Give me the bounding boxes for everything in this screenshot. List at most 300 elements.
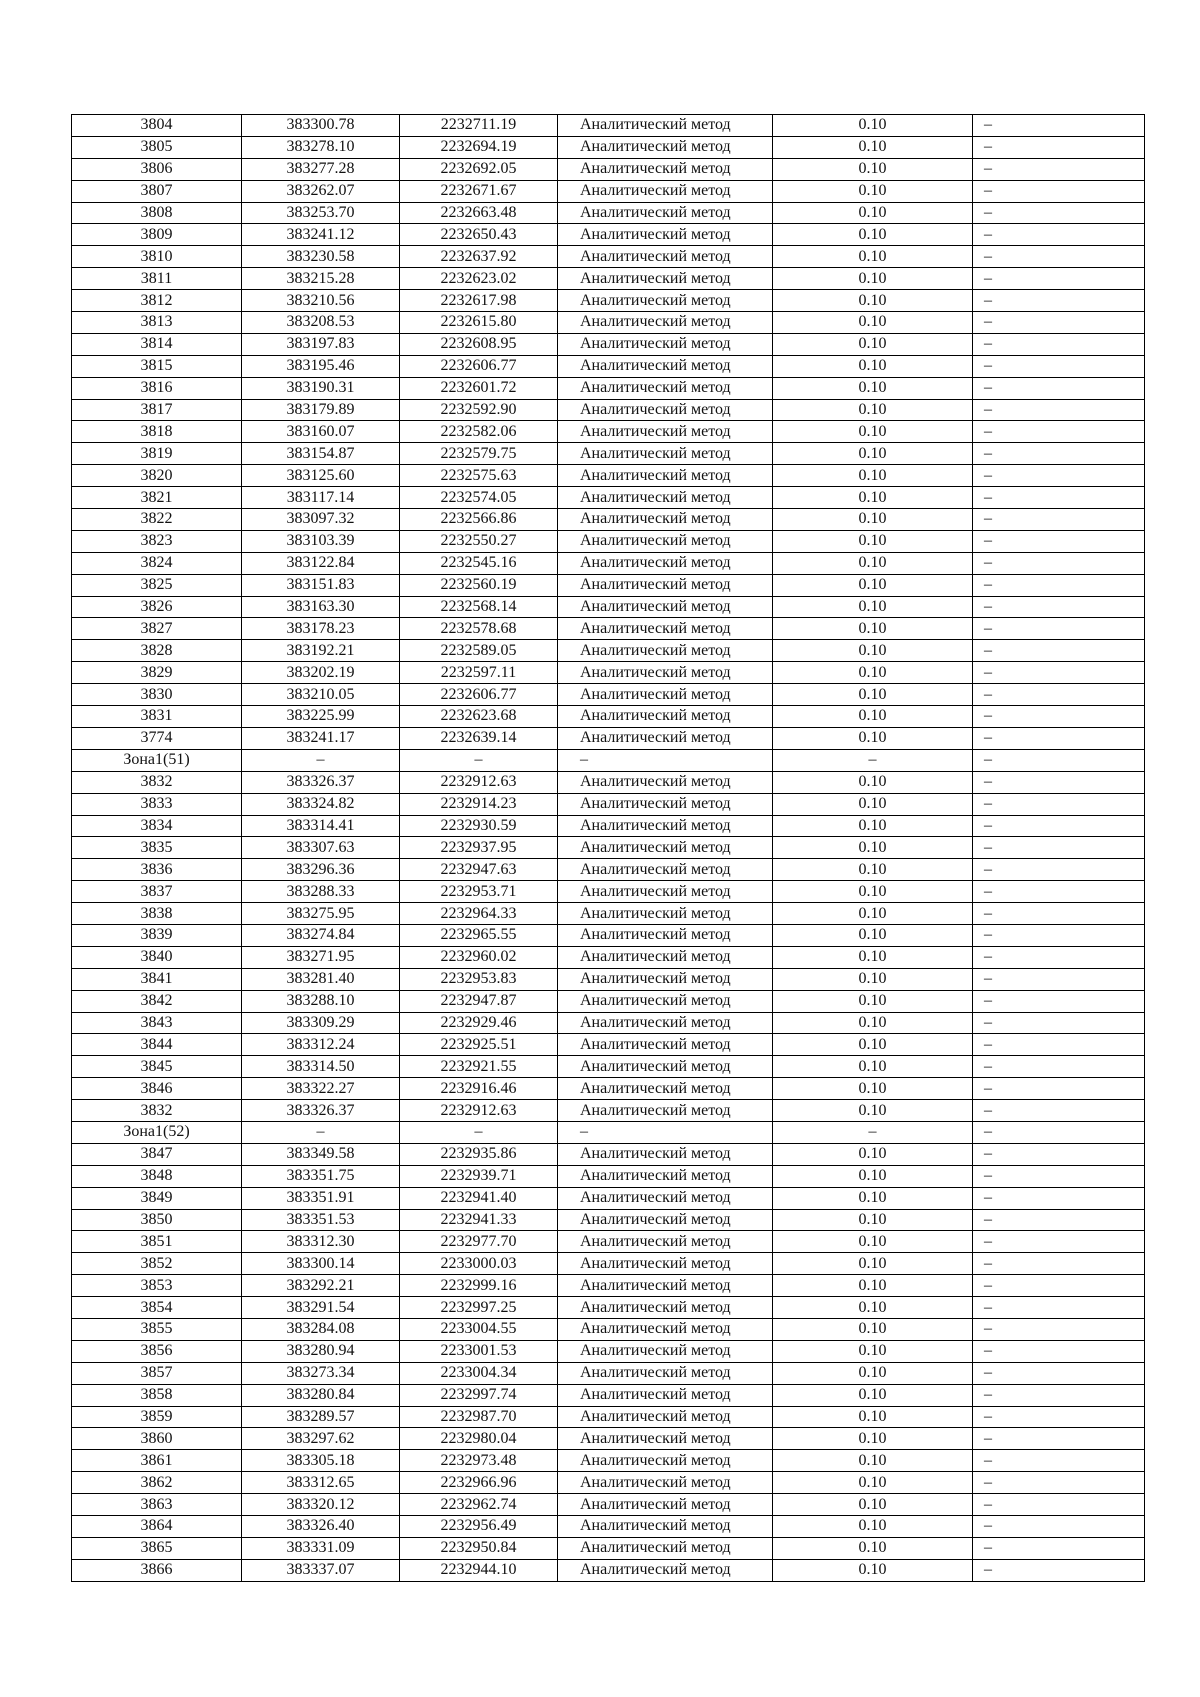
accuracy-cell: 0.10 (773, 946, 973, 968)
note-cell: – (973, 1362, 1145, 1384)
note-cell: – (973, 727, 1145, 749)
x-coordinate-cell: 383097.32 (242, 509, 400, 531)
x-coordinate-cell: 383288.10 (242, 990, 400, 1012)
table-row (72, 552, 1145, 574)
x-coordinate-cell: 383314.50 (242, 1056, 400, 1078)
note-cell: – (973, 1384, 1145, 1406)
x-coordinate-cell: 383190.31 (242, 377, 400, 399)
point-number-cell: 3834 (72, 815, 242, 837)
table-row (72, 158, 1145, 180)
accuracy-cell: 0.10 (773, 1034, 973, 1056)
y-coordinate-cell: 2232930.59 (400, 815, 558, 837)
x-coordinate-cell: 383296.36 (242, 859, 400, 881)
method-cell: Аналитический метод (558, 377, 773, 399)
method-cell: Аналитический метод (558, 1318, 773, 1340)
y-coordinate-cell: 2232545.16 (400, 552, 558, 574)
y-coordinate-cell: 2232980.04 (400, 1428, 558, 1450)
table-row (72, 727, 1145, 749)
x-coordinate-cell: – (242, 749, 400, 771)
table-row (72, 990, 1145, 1012)
accuracy-cell: 0.10 (773, 1516, 973, 1538)
x-coordinate-cell: 383322.27 (242, 1078, 400, 1100)
table-row (72, 968, 1145, 990)
point-number-cell: 3852 (72, 1253, 242, 1275)
note-cell: – (973, 793, 1145, 815)
method-cell: Аналитический метод (558, 443, 773, 465)
note-cell: – (973, 158, 1145, 180)
method-cell: Аналитический метод (558, 1450, 773, 1472)
method-cell: – (558, 749, 773, 771)
point-number-cell: 3774 (72, 727, 242, 749)
accuracy-cell: 0.10 (773, 640, 973, 662)
point-number-cell: 3841 (72, 968, 242, 990)
point-number-cell: 3806 (72, 158, 242, 180)
method-cell: Аналитический метод (558, 1034, 773, 1056)
table-row (72, 574, 1145, 596)
method-cell: Аналитический метод (558, 1143, 773, 1165)
table-row (72, 268, 1145, 290)
accuracy-cell: 0.10 (773, 268, 973, 290)
accuracy-cell: 0.10 (773, 1275, 973, 1297)
note-cell: – (973, 771, 1145, 793)
accuracy-cell: 0.10 (773, 1472, 973, 1494)
x-coordinate-cell: 383275.95 (242, 903, 400, 925)
x-coordinate-cell: 383230.58 (242, 246, 400, 268)
accuracy-cell: 0.10 (773, 1384, 973, 1406)
accuracy-cell: 0.10 (773, 312, 973, 334)
x-coordinate-cell: 383326.37 (242, 771, 400, 793)
x-coordinate-cell: 383326.40 (242, 1516, 400, 1538)
note-cell: – (973, 1143, 1145, 1165)
point-number-cell: 3815 (72, 355, 242, 377)
method-cell: Аналитический метод (558, 202, 773, 224)
y-coordinate-cell: 2232671.67 (400, 180, 558, 202)
table-row (72, 618, 1145, 640)
point-number-cell: 3830 (72, 684, 242, 706)
x-coordinate-cell: 383122.84 (242, 552, 400, 574)
coordinates-table-body (72, 115, 1145, 1582)
accuracy-cell: 0.10 (773, 1559, 973, 1581)
method-cell: Аналитический метод (558, 399, 773, 421)
method-cell: Аналитический метод (558, 180, 773, 202)
x-coordinate-cell: 383197.83 (242, 333, 400, 355)
note-cell: – (973, 1231, 1145, 1253)
table-row (72, 1428, 1145, 1450)
note-cell: – (973, 1559, 1145, 1581)
accuracy-cell: 0.10 (773, 1209, 973, 1231)
point-number-cell: 3821 (72, 487, 242, 509)
x-coordinate-cell: 383202.19 (242, 662, 400, 684)
point-number-cell: 3826 (72, 596, 242, 618)
table-row (72, 1559, 1145, 1581)
x-coordinate-cell: 383289.57 (242, 1406, 400, 1428)
point-number-cell: 3842 (72, 990, 242, 1012)
y-coordinate-cell: 2232575.63 (400, 465, 558, 487)
y-coordinate-cell: 2232601.72 (400, 377, 558, 399)
method-cell: Аналитический метод (558, 1078, 773, 1100)
y-coordinate-cell: 2232578.68 (400, 618, 558, 640)
accuracy-cell: 0.10 (773, 180, 973, 202)
note-cell: – (973, 946, 1145, 968)
x-coordinate-cell: 383307.63 (242, 837, 400, 859)
note-cell: – (973, 377, 1145, 399)
point-number-cell: 3856 (72, 1340, 242, 1362)
x-coordinate-cell: 383309.29 (242, 1012, 400, 1034)
accuracy-cell: – (773, 1121, 973, 1143)
table-row (72, 749, 1145, 771)
point-number-cell: 3827 (72, 618, 242, 640)
method-cell: Аналитический метод (558, 487, 773, 509)
point-number-cell: 3816 (72, 377, 242, 399)
point-number-cell: 3824 (72, 552, 242, 574)
coordinates-table (71, 114, 1145, 1582)
method-cell: Аналитический метод (558, 793, 773, 815)
point-number-cell: 3810 (72, 246, 242, 268)
y-coordinate-cell: 2232589.05 (400, 640, 558, 662)
method-cell: Аналитический метод (558, 290, 773, 312)
point-number-cell: 3804 (72, 115, 242, 137)
note-cell: – (973, 465, 1145, 487)
method-cell: Аналитический метод (558, 968, 773, 990)
note-cell: – (973, 312, 1145, 334)
method-cell: Аналитический метод (558, 246, 773, 268)
note-cell: – (973, 1297, 1145, 1319)
accuracy-cell: 0.10 (773, 968, 973, 990)
table-row (72, 355, 1145, 377)
table-row (72, 859, 1145, 881)
accuracy-cell: 0.10 (773, 706, 973, 728)
point-number-cell: 3820 (72, 465, 242, 487)
note-cell: – (973, 487, 1145, 509)
table-row (72, 180, 1145, 202)
x-coordinate-cell: 383312.65 (242, 1472, 400, 1494)
method-cell: Аналитический метод (558, 1275, 773, 1297)
accuracy-cell: 0.10 (773, 421, 973, 443)
table-row (72, 465, 1145, 487)
y-coordinate-cell: 2232550.27 (400, 530, 558, 552)
x-coordinate-cell: 383337.07 (242, 1559, 400, 1581)
x-coordinate-cell: 383125.60 (242, 465, 400, 487)
note-cell: – (973, 530, 1145, 552)
note-cell: – (973, 399, 1145, 421)
method-cell: Аналитический метод (558, 771, 773, 793)
y-coordinate-cell: 2232663.48 (400, 202, 558, 224)
note-cell: – (973, 421, 1145, 443)
y-coordinate-cell: 2232925.51 (400, 1034, 558, 1056)
table-row (72, 487, 1145, 509)
table-row (72, 421, 1145, 443)
note-cell: – (973, 684, 1145, 706)
accuracy-cell: 0.10 (773, 1187, 973, 1209)
method-cell: Аналитический метод (558, 115, 773, 137)
y-coordinate-cell: 2233001.53 (400, 1340, 558, 1362)
note-cell: – (973, 968, 1145, 990)
y-coordinate-cell: 2232997.74 (400, 1384, 558, 1406)
x-coordinate-cell: 383312.30 (242, 1231, 400, 1253)
y-coordinate-cell: 2232964.33 (400, 903, 558, 925)
note-cell: – (973, 246, 1145, 268)
accuracy-cell: 0.10 (773, 290, 973, 312)
x-coordinate-cell: 383312.24 (242, 1034, 400, 1056)
method-cell: Аналитический метод (558, 1406, 773, 1428)
method-cell: Аналитический метод (558, 596, 773, 618)
table-row (72, 312, 1145, 334)
point-number-cell: 3807 (72, 180, 242, 202)
table-row (72, 640, 1145, 662)
method-cell: Аналитический метод (558, 552, 773, 574)
y-coordinate-cell: 2232606.77 (400, 355, 558, 377)
method-cell: – (558, 1121, 773, 1143)
point-number-cell: 3809 (72, 224, 242, 246)
note-cell: – (973, 1100, 1145, 1122)
point-number-cell: 3854 (72, 1297, 242, 1319)
x-coordinate-cell: 383351.75 (242, 1165, 400, 1187)
point-number-cell: 3858 (72, 1384, 242, 1406)
accuracy-cell: 0.10 (773, 443, 973, 465)
table-row (72, 1253, 1145, 1275)
y-coordinate-cell: 2233000.03 (400, 1253, 558, 1275)
point-number-cell: 3863 (72, 1494, 242, 1516)
x-coordinate-cell: 383154.87 (242, 443, 400, 465)
note-cell: – (973, 662, 1145, 684)
note-cell: – (973, 1516, 1145, 1538)
method-cell: Аналитический метод (558, 1362, 773, 1384)
point-number-cell: 3862 (72, 1472, 242, 1494)
x-coordinate-cell: 383195.46 (242, 355, 400, 377)
note-cell: – (973, 837, 1145, 859)
y-coordinate-cell: 2232960.02 (400, 946, 558, 968)
x-coordinate-cell: 383331.09 (242, 1537, 400, 1559)
method-cell: Аналитический метод (558, 333, 773, 355)
note-cell: – (973, 552, 1145, 574)
point-number-cell: 3855 (72, 1318, 242, 1340)
y-coordinate-cell: 2232965.55 (400, 924, 558, 946)
x-coordinate-cell: 383278.10 (242, 136, 400, 158)
point-number-cell: 3811 (72, 268, 242, 290)
table-row (72, 1362, 1145, 1384)
accuracy-cell: 0.10 (773, 1318, 973, 1340)
table-row (72, 881, 1145, 903)
accuracy-cell: 0.10 (773, 574, 973, 596)
point-number-cell: 3808 (72, 202, 242, 224)
accuracy-cell: 0.10 (773, 509, 973, 531)
note-cell: – (973, 1406, 1145, 1428)
y-coordinate-cell: – (400, 749, 558, 771)
table-row (72, 706, 1145, 728)
method-cell: Аналитический метод (558, 990, 773, 1012)
note-cell: – (973, 290, 1145, 312)
point-number-cell: 3829 (72, 662, 242, 684)
y-coordinate-cell: 2232574.05 (400, 487, 558, 509)
point-number-cell: 3825 (72, 574, 242, 596)
y-coordinate-cell: 2232947.63 (400, 859, 558, 881)
y-coordinate-cell: 2232999.16 (400, 1275, 558, 1297)
y-coordinate-cell: 2232953.71 (400, 881, 558, 903)
table-row (72, 837, 1145, 859)
y-coordinate-cell: 2232956.49 (400, 1516, 558, 1538)
accuracy-cell: 0.10 (773, 1165, 973, 1187)
table-row (72, 815, 1145, 837)
table-row (72, 596, 1145, 618)
y-coordinate-cell: 2232606.77 (400, 684, 558, 706)
accuracy-cell: 0.10 (773, 552, 973, 574)
y-coordinate-cell: 2232929.46 (400, 1012, 558, 1034)
y-coordinate-cell: 2232692.05 (400, 158, 558, 180)
y-coordinate-cell: 2232608.95 (400, 333, 558, 355)
x-coordinate-cell: 383117.14 (242, 487, 400, 509)
point-number-cell: 3865 (72, 1537, 242, 1559)
point-number-cell: 3837 (72, 881, 242, 903)
method-cell: Аналитический метод (558, 312, 773, 334)
method-cell: Аналитический метод (558, 859, 773, 881)
x-coordinate-cell: 383273.34 (242, 1362, 400, 1384)
accuracy-cell: 0.10 (773, 487, 973, 509)
point-number-cell: 3836 (72, 859, 242, 881)
y-coordinate-cell: 2232637.92 (400, 246, 558, 268)
y-coordinate-cell: 2232916.46 (400, 1078, 558, 1100)
note-cell: – (973, 640, 1145, 662)
table-row (72, 946, 1145, 968)
method-cell: Аналитический метод (558, 1100, 773, 1122)
method-cell: Аналитический метод (558, 662, 773, 684)
method-cell: Аналитический метод (558, 421, 773, 443)
table-row (72, 509, 1145, 531)
y-coordinate-cell: 2232941.33 (400, 1209, 558, 1231)
x-coordinate-cell: 383210.05 (242, 684, 400, 706)
note-cell: – (973, 115, 1145, 137)
accuracy-cell: 0.10 (773, 1428, 973, 1450)
accuracy-cell: 0.10 (773, 158, 973, 180)
x-coordinate-cell: 383314.41 (242, 815, 400, 837)
note-cell: – (973, 903, 1145, 925)
point-number-cell: 3805 (72, 136, 242, 158)
table-row (72, 684, 1145, 706)
method-cell: Аналитический метод (558, 1428, 773, 1450)
table-row (72, 1034, 1145, 1056)
note-cell: – (973, 1012, 1145, 1034)
y-coordinate-cell: – (400, 1121, 558, 1143)
method-cell: Аналитический метод (558, 1384, 773, 1406)
y-coordinate-cell: 2232597.11 (400, 662, 558, 684)
x-coordinate-cell: 383192.21 (242, 640, 400, 662)
point-number-cell: 3861 (72, 1450, 242, 1472)
note-cell: – (973, 509, 1145, 531)
method-cell: Аналитический метод (558, 158, 773, 180)
table-row (72, 1187, 1145, 1209)
y-coordinate-cell: 2232650.43 (400, 224, 558, 246)
x-coordinate-cell: 383292.21 (242, 1275, 400, 1297)
table-row (72, 1165, 1145, 1187)
point-number-cell: 3850 (72, 1209, 242, 1231)
point-number-cell: Зона1(52) (72, 1121, 242, 1143)
accuracy-cell: 0.10 (773, 1078, 973, 1100)
y-coordinate-cell: 2232566.86 (400, 509, 558, 531)
note-cell: – (973, 1121, 1145, 1143)
accuracy-cell: 0.10 (773, 355, 973, 377)
y-coordinate-cell: 2232912.63 (400, 1100, 558, 1122)
table-row (72, 136, 1145, 158)
method-cell: Аналитический метод (558, 684, 773, 706)
x-coordinate-cell: 383297.62 (242, 1428, 400, 1450)
note-cell: – (973, 333, 1145, 355)
method-cell: Аналитический метод (558, 1056, 773, 1078)
y-coordinate-cell: 2232639.14 (400, 727, 558, 749)
y-coordinate-cell: 2232615.80 (400, 312, 558, 334)
note-cell: – (973, 1472, 1145, 1494)
method-cell: Аналитический метод (558, 1012, 773, 1034)
accuracy-cell: 0.10 (773, 1340, 973, 1362)
method-cell: Аналитический метод (558, 268, 773, 290)
table-row (72, 924, 1145, 946)
x-coordinate-cell: 383288.33 (242, 881, 400, 903)
point-number-cell: 3847 (72, 1143, 242, 1165)
y-coordinate-cell: 2232997.25 (400, 1297, 558, 1319)
table-row (72, 662, 1145, 684)
table-row (72, 1406, 1145, 1428)
method-cell: Аналитический метод (558, 1537, 773, 1559)
note-cell: – (973, 1537, 1145, 1559)
y-coordinate-cell: 2232592.90 (400, 399, 558, 421)
accuracy-cell: 0.10 (773, 1450, 973, 1472)
table-row (72, 903, 1145, 925)
y-coordinate-cell: 2232912.63 (400, 771, 558, 793)
accuracy-cell: 0.10 (773, 990, 973, 1012)
method-cell: Аналитический метод (558, 224, 773, 246)
point-number-cell: 3851 (72, 1231, 242, 1253)
accuracy-cell: 0.10 (773, 727, 973, 749)
accuracy-cell: 0.10 (773, 224, 973, 246)
point-number-cell: 3839 (72, 924, 242, 946)
method-cell: Аналитический метод (558, 618, 773, 640)
note-cell: – (973, 881, 1145, 903)
note-cell: – (973, 859, 1145, 881)
point-number-cell: 3849 (72, 1187, 242, 1209)
table-row (72, 1472, 1145, 1494)
y-coordinate-cell: 2233004.34 (400, 1362, 558, 1384)
note-cell: – (973, 1165, 1145, 1187)
table-row (72, 771, 1145, 793)
accuracy-cell: 0.10 (773, 1297, 973, 1319)
x-coordinate-cell: 383215.28 (242, 268, 400, 290)
method-cell: Аналитический метод (558, 946, 773, 968)
accuracy-cell: 0.10 (773, 924, 973, 946)
table-row (72, 1537, 1145, 1559)
x-coordinate-cell: 383284.08 (242, 1318, 400, 1340)
method-cell: Аналитический метод (558, 706, 773, 728)
y-coordinate-cell: 2232941.40 (400, 1187, 558, 1209)
method-cell: Аналитический метод (558, 355, 773, 377)
note-cell: – (973, 618, 1145, 640)
point-number-cell: 3817 (72, 399, 242, 421)
y-coordinate-cell: 2232617.98 (400, 290, 558, 312)
accuracy-cell: 0.10 (773, 1253, 973, 1275)
table-row (72, 1275, 1145, 1297)
note-cell: – (973, 1428, 1145, 1450)
x-coordinate-cell: 383274.84 (242, 924, 400, 946)
point-number-cell: 3835 (72, 837, 242, 859)
x-coordinate-cell: 383281.40 (242, 968, 400, 990)
accuracy-cell: 0.10 (773, 793, 973, 815)
note-cell: – (973, 706, 1145, 728)
method-cell: Аналитический метод (558, 1516, 773, 1538)
accuracy-cell: 0.10 (773, 1012, 973, 1034)
x-coordinate-cell: 383262.07 (242, 180, 400, 202)
point-number-cell: 3840 (72, 946, 242, 968)
table-row (72, 333, 1145, 355)
accuracy-cell: 0.10 (773, 136, 973, 158)
table-row (72, 399, 1145, 421)
y-coordinate-cell: 2232582.06 (400, 421, 558, 443)
